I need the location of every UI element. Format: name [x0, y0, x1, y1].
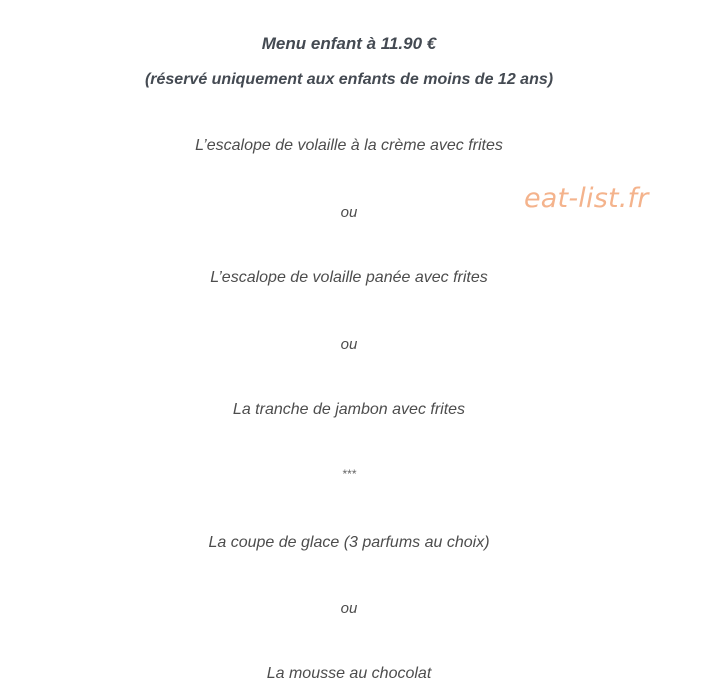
- menu-item-coupe-glace: La coupe de glace (3 parfums au choix): [208, 534, 490, 551]
- menu-section-divider: ***: [341, 467, 356, 481]
- menu-separator-ou: ou: [340, 204, 358, 221]
- menu-item-mousse-chocolat: La mousse au chocolat: [266, 665, 432, 682]
- menu-item-tranche-jambon: La tranche de jambon avec frites: [232, 401, 466, 418]
- menu-item-escalope-creme: L’escalope de volaille à la crème avec frites: [195, 137, 503, 154]
- menu-separator-ou: ou: [340, 336, 358, 353]
- menu-item-escalope-panee: L’escalope de volaille panée avec frites: [210, 269, 488, 286]
- menu-subtitle: (réservé uniquement aux enfants de moins de 12 ans): [144, 71, 554, 88]
- menu-separator-ou: ou: [340, 600, 358, 617]
- menu-title: Menu enfant à 11.90 €: [261, 34, 437, 53]
- watermark-logo: eat-list.fr: [524, 183, 649, 214]
